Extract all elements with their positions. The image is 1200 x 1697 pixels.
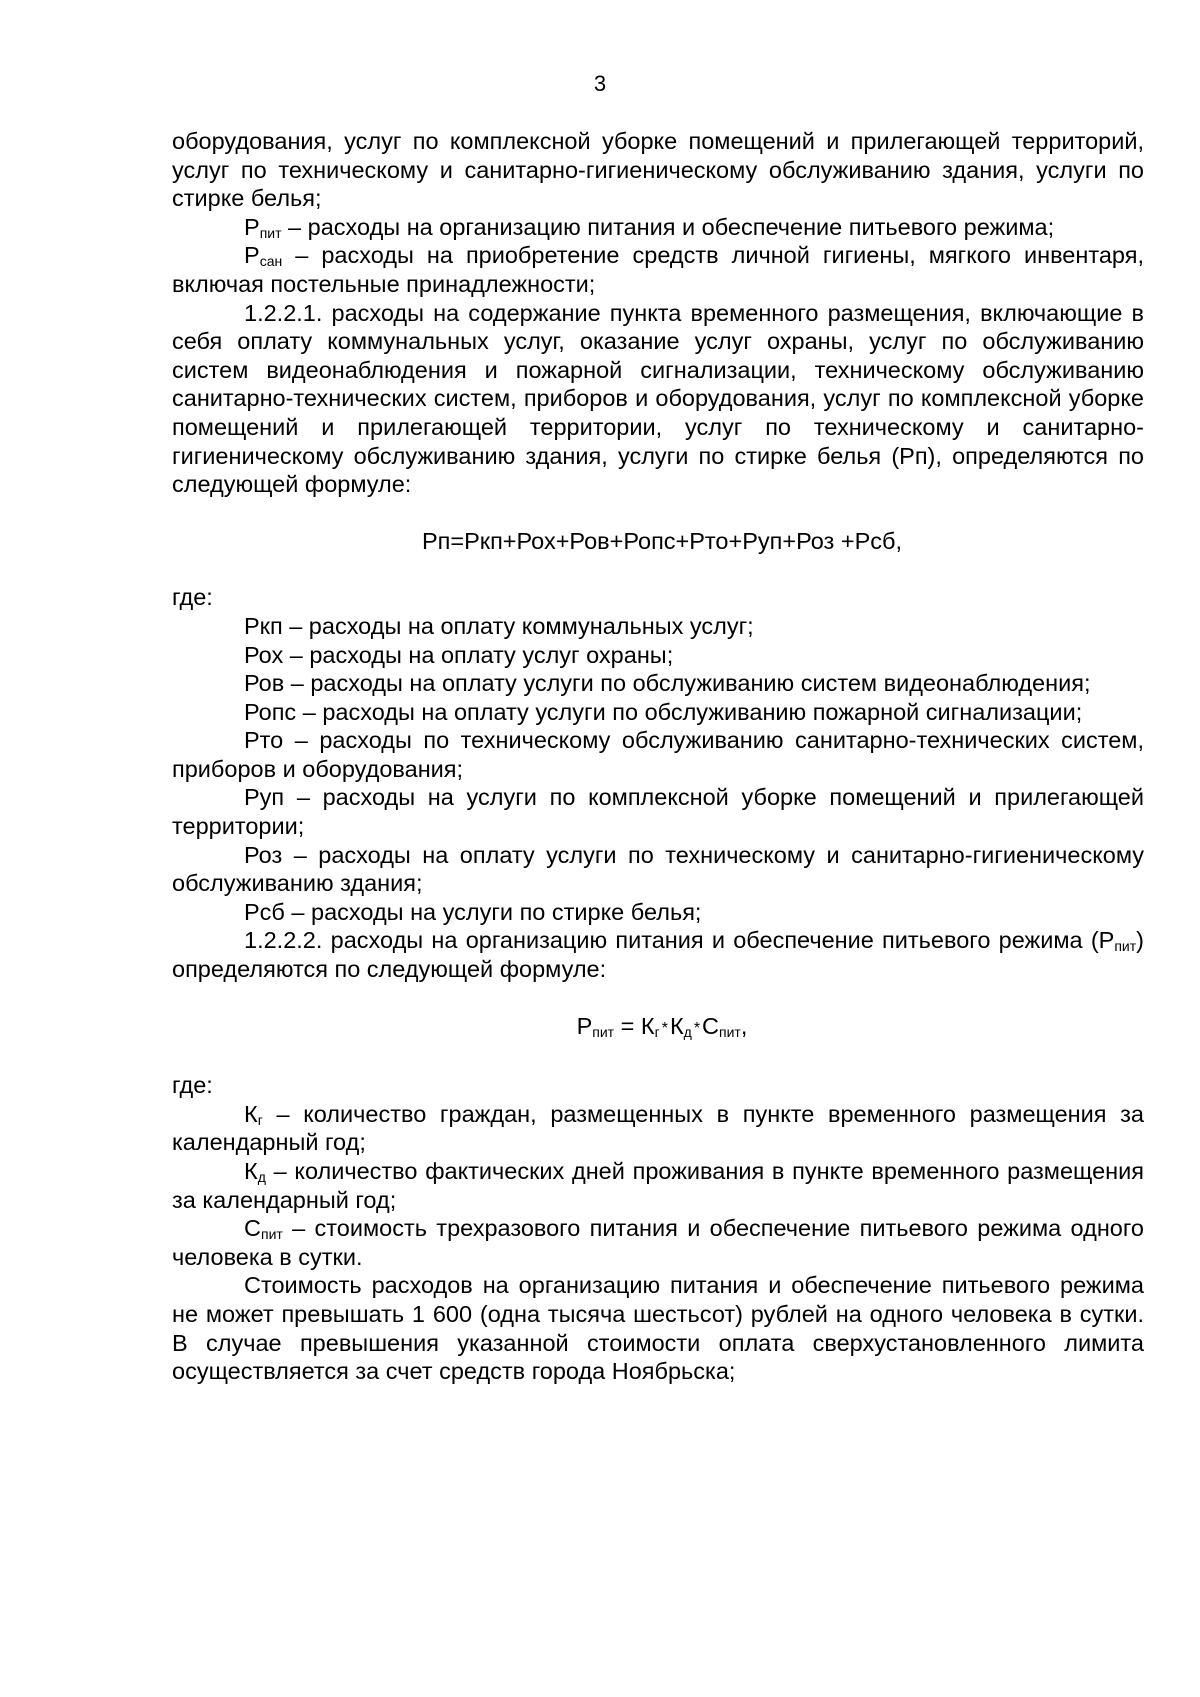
paragraph-r-pit [172,213,1144,242]
definition-roz: Роз – расходы на оплату услуги по техническому и санитарно-гигиеническому обслуживанию здания; [172,841,1144,897]
definition-rkp: Ркп – расходы на оплату коммунальных услуг; [244,612,754,639]
formula-equals-k: = К [614,1012,655,1039]
definition-rox: Рох – расходы на оплату услуг охраны; [244,641,674,668]
definition-rops: Ропс – расходы на оплату услуги по обслуживанию пожарной сигнализации; [244,698,1083,725]
definition-rsb: Рсб – расходы на услуги по стирке белья; [244,898,702,925]
paragraph-r-san [172,241,1144,298]
page-number: 3 [593,71,607,96]
subscript-san: сан [259,253,283,270]
definition-rto: Рто – расходы по техническому обслуживанию санитарно-технических систем, приборов и оборудования; [172,727,1144,782]
definition-text: – количество фактических дней проживания в пункте временного размещения за календарный год; [172,1158,1144,1213]
multiply-sign: * [661,1019,668,1037]
subscript-pit: пит [719,1023,741,1040]
multiply-sign: * [693,1019,701,1037]
subscript-g: г [257,1111,263,1128]
symbol-k: К [669,1012,684,1039]
formula-r-pit [172,1012,1144,1044]
paragraph-continuation: оборудования, услуг по комплексной уборке помещений и прилегающей территорий, услуг по техническому и санитарно-гигиеническому обслуживанию здания, услуги по стирке белья; [172,128,1144,212]
formula-end: , [740,1012,748,1039]
subscript-pit: пит [259,224,282,241]
formula-rp: Рп=Ркп+Рох+Ров+Ропс+Рто+Руп+Роз +Рсб, [421,527,902,554]
paragraph-1-2-2-1: 1.2.2.1. расходы на содержание пункта временного размещения, включающие в себя оплату коммунальных услуг, оказание услуг охраны, услуг по обслуживанию систем видеонаблюдения и пожарной сигнализации, техническому обслуживанию санитарно-технических систем, приборов и оборудования, услуг по комплексной уборке помещений и прилегающей территории, услуг по техническому и санитарно-гигиеническому обслуживанию здания, услуги по стирке белья (Рп), определяются по следующей формуле: [172,299,1144,498]
symbol-r: P [244,242,260,269]
definition-text: – расходы на организацию питания и обеспечение питьевого режима; [281,213,1055,240]
paragraph-text: ) определяются по следующей формуле: [172,927,1144,983]
paragraph-cost-limit: Стоимость расходов на организацию питания и обеспечение питьевого режима не может превышать 1 600 (одна тысяча шестьсот) рублей на одного человека в сутки. В случае превышения указанной стоимости оплата сверхустановленного лимита осуществляется за счет средств города Ноябрьска; [172,1272,1144,1385]
definition-c-pit [172,1214,1144,1271]
document-body [172,127,1144,1386]
where-label: где: [172,584,213,611]
where-label: где: [172,1072,213,1099]
symbol-r: Р [576,1012,593,1039]
definition-rup: Руп – расходы на услуги по комплексной уборке помещений и прилегающей территории; [172,784,1144,840]
symbol-k: К [244,1100,258,1127]
definition-rov: Ров – расходы на оплату услуги по обслуживанию систем видеонаблюдения; [244,670,1091,697]
symbol-k: К [244,1158,258,1184]
definition-text: – количество граждан, размещенных в пункте временного размещения за календарный год; [172,1100,1144,1156]
symbol-c: С [244,1215,261,1242]
symbol-c: С [702,1012,720,1039]
paragraph-text: 1.2.2.2. расходы на организацию питания и обеспечение питьевого режима (Р [244,927,1115,954]
subscript-g: г [654,1023,660,1040]
subscript-pit: пит [260,1226,283,1243]
symbol-r: P [244,213,260,240]
subscript-pit: пит [592,1023,615,1040]
definition-kg [172,1100,1144,1157]
definition-kd [172,1157,1144,1214]
paragraph-1-2-2-2 [172,926,1144,983]
definition-text: – стоимость трехразового питания и обеспечение питьевого режима одного человека в сутки. [172,1215,1144,1270]
subscript-d: д [257,1169,266,1185]
subscript-pit: пит [1114,938,1137,955]
subscript-d: д [683,1023,692,1040]
definition-text: – расходы на приобретение средств личной гигиены, мягкого инвентаря, включая постельные принадлежности; [172,242,1144,297]
